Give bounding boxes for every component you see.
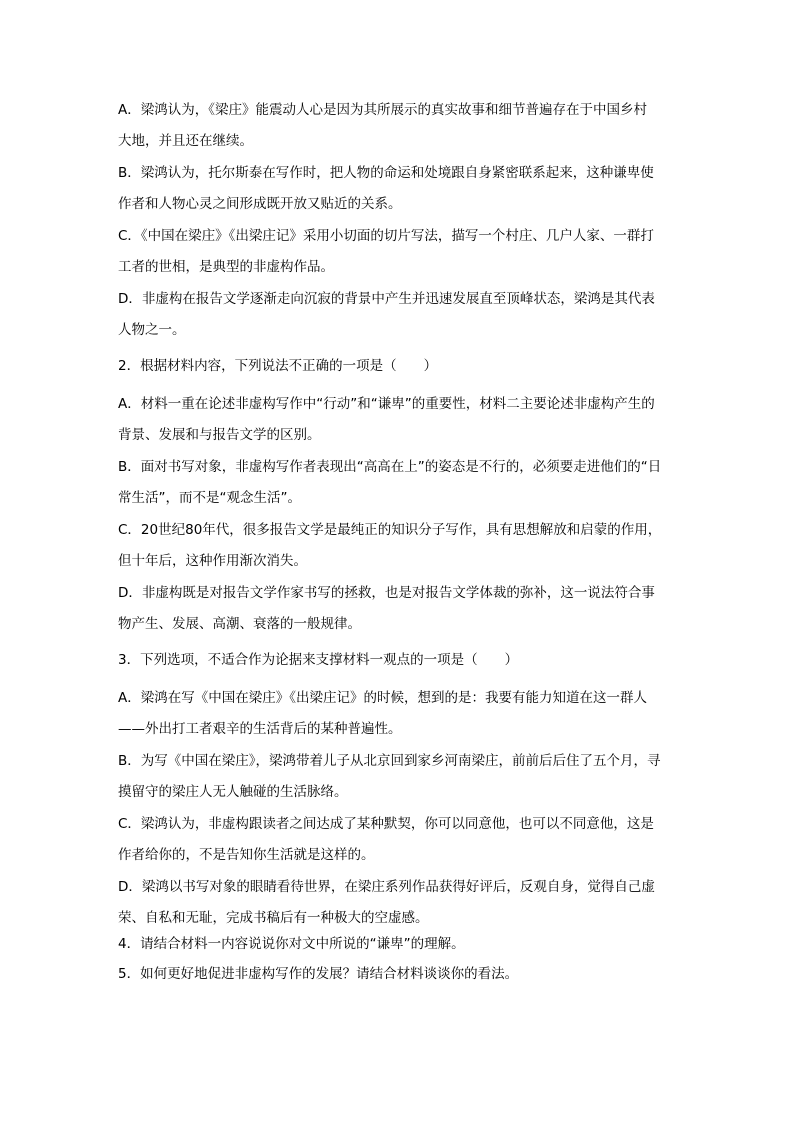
option-block: [118, 520, 661, 571]
text-line: 大地，并且还在继续。: [118, 133, 253, 149]
text-line: 工者的世相，是典型的非虚构作品。: [118, 259, 334, 275]
option-block: [118, 289, 655, 340]
option-block: [118, 583, 655, 634]
text-line: 作者给你的，不是告知你生活就是这样的。: [118, 847, 375, 863]
question-block: [118, 934, 465, 954]
text-line: A．材料一重在论述非虚构写作中“行动”和“谦卑”的重要性，材料二主要论述非虚构产生的: [118, 396, 655, 412]
text-line: A．梁鸿认为，《梁庄》能震动人心是因为其所展示的真实故事和细节普遍存在于中国乡村: [118, 102, 647, 118]
option-block: [118, 163, 654, 214]
option-block: [118, 226, 654, 277]
text-line: B．为写《中国在梁庄》，梁鸿带着儿子从北京回到家乡河南梁庄，前前后后住了五个月，寻: [118, 753, 661, 769]
option-block: [118, 100, 647, 151]
question-text: 3．下列选项，不适合作为论据来支撑材料一观点的一项是（ ）: [118, 652, 519, 668]
question-text: 4．请结合材料一内容说说你对文中所说的“谦卑”的理解。: [118, 936, 465, 952]
text-line: 背景、发展和与报告文学的区别。: [118, 427, 321, 443]
option-block: [118, 751, 661, 802]
text-line: B．梁鸿认为，托尔斯泰在写作时，把人物的命运和处境跟自身紧密联系起来，这种谦卑使: [118, 165, 654, 181]
text-line: D．梁鸿以书写对象的眼睛看待世界，在梁庄系列作品获得好评后，反观自身，觉得自己虚: [118, 879, 655, 895]
option-block: [118, 877, 655, 928]
text-line: 但十年后，这种作用渐次消失。: [118, 553, 307, 569]
text-line: C．《中国在梁庄》《出梁庄记》采用小切面的切片写法，描写一个村庄、几户人家、一群打: [118, 228, 654, 244]
question-block: [118, 964, 518, 984]
question-block: [118, 356, 437, 376]
text-line: 物产生、发展、高潮、衰落的一般规律。: [118, 616, 361, 632]
option-block: [118, 688, 647, 739]
text-line: C．20世纪80年代，很多报告文学是最纯正的知识分子写作，具有思想解放和启蒙的作用，: [118, 522, 662, 538]
text-line: 人物之一。: [118, 322, 186, 338]
option-block: [118, 394, 655, 445]
text-line: C．梁鸿认为，非虚构跟读者之间达成了某种默契，你可以同意他，也可以不同意他，这是: [118, 816, 654, 832]
question-block: [118, 650, 518, 670]
text-line: 常生活”，而不是“观念生活”。: [118, 490, 301, 506]
question-text: 2．根据材料内容，下列说法不正确的一项是（ ）: [118, 358, 438, 374]
option-block: [118, 814, 654, 865]
text-line: 作者和人物心灵之间形成既开放又贴近的关系。: [118, 196, 402, 212]
text-line: 摸留守的梁庄人无人触碰的生活脉络。: [118, 784, 348, 800]
text-line: B．面对书写对象，非虚构写作者表现出“高高在上”的姿态是不行的，必须要走进他们的“日: [118, 459, 662, 475]
question-text: 5．如何更好地促进非虚构写作的发展？请结合材料谈谈你的看法。: [118, 966, 519, 982]
text-line: ——外出打工者艰辛的生活背后的某种普遍性。: [118, 721, 402, 737]
option-block: [118, 457, 661, 508]
text-line: A．梁鸿在写《中国在梁庄》《出梁庄记》的时候，想到的是：我要有能力知道在这一群人: [118, 690, 647, 706]
text-line: 荣、自私和无耻，完成书稿后有一种极大的空虚感。: [118, 910, 429, 926]
text-line: D．非虚构既是对报告文学作家书写的拯救，也是对报告文学体裁的弥补，这一说法符合事: [118, 585, 655, 601]
text-line: D．非虚构在报告文学逐渐走向沉寂的背景中产生并迅速发展直至顶峰状态，梁鸿是其代表: [118, 291, 655, 307]
